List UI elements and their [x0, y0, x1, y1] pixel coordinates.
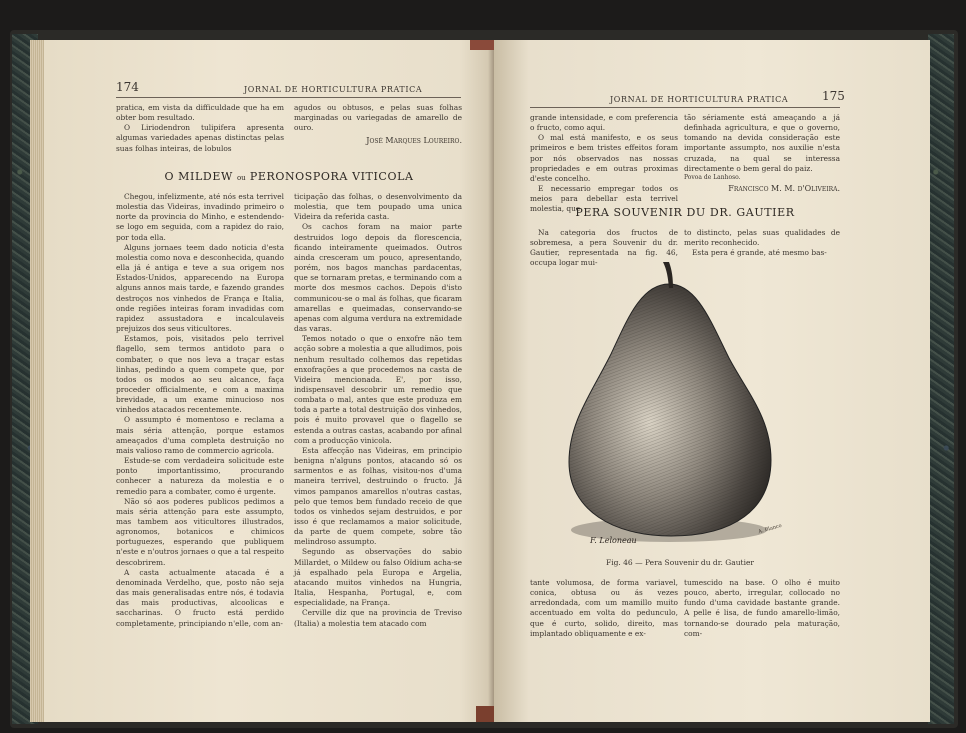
artist-signature: F. Leloneau: [590, 536, 637, 545]
article-title-mildew: [116, 170, 462, 183]
right-intro-column-2: [684, 228, 840, 258]
paragraph: O Liriodendron tulipifera apresenta algumas variedades apenas distinctas pelas suas folhas inteiras, de lobulos: [116, 123, 284, 153]
paragraph: Cerville diz que na provincia de Treviso (Italia) a molestia tem atacado com: [294, 608, 462, 628]
left-top-column-2: [294, 103, 462, 147]
left-page-number: 174: [116, 80, 139, 94]
figure-caption: Fig. 46 — Pera Souvenir du dr. Gautier: [605, 558, 754, 567]
paragraph: Na categoria dos fructos de sobremesa, a pera Souvenir du dr. Gautier, representada na fig. 46, occupa logar mui-: [530, 228, 678, 268]
place-note: Povoa de Lanhoso.: [684, 173, 741, 181]
title-part: ou: [236, 174, 246, 182]
right-top-column-2: [684, 113, 840, 194]
paragraph: tão sériamente está ameaçando a já definhada agricultura, e que o governo, tomando na devida consideração este importante assumpto, nos auxilie n'esta cruzada, na qual se interessa directamente o bem geral do paiz.: [684, 113, 840, 173]
paragraph: agudos ou obtusos, e pelas suas folhas marginadas ou variegadas de amarello de ouro.: [294, 103, 462, 133]
paragraph: Esta affecção nas Videiras, em principio benigna n'alguns pontos, atacando só os sarmentos e as folhas, visitou-nos d'uma maneira terrivel, destruindo o fructo. Já vimos pampanos amarellos n'outras castas, pelo que temos bem fundado receio de que todos os vinhedos sejam destruidos, e por isso é que reclamamos a maior solicitude, da parte de quem compete, sobre tão melindroso assumpto.: [294, 445, 462, 547]
right-bottom-column-2: [684, 578, 840, 639]
right-top-column-1: [530, 113, 678, 215]
paragraph: Estude-se com verdadeira solicitude este ponto importantissimo, procurando conhecer a natureza da molestia e o remedio para a combater, como é urgente.: [116, 456, 284, 496]
right-bottom-column-1: [530, 578, 678, 639]
right-running-head: JORNAL DE HORTICULTURA PRATICA: [610, 95, 789, 104]
paragraph: E necessario empregar todos os meios para debellar esta terrivel molestia, que: [530, 184, 678, 214]
paragraph: Temos notado o que o enxofre não tem acção sobre a molestia a que alludimos, pois nenhum resultado colhemos das repetidas enxofrações a que procedemos na casta de Videira mencionada. E', por isso, indispensavel descobrir um remedio que combata o mal, antes que este produza em toda a parte a total destruição dos vinhedos, pois é muito provavel que o flagello se estenda a outras castas, acabando por afinal com a producção vinicola.: [294, 334, 462, 445]
paragraph: Não só aos poderes publicos pedimos a mais séria attenção para este assumpto, mas tambem aos viticultores illustrados, agronomos, botanicos e chimicos portuguezes, esperando que publiquem n'este e n'outros jornaes o que a tal respeito descobrirem.: [116, 496, 284, 567]
paragraph: Alguns jornaes teem dado noticia d'esta molestia como nova e desconhecida, quando ella já é antiga e teve a sua origem nos Estados-Unidos, apparecendo na Europa alguns annos mais tarde, e fazendo grandes destroços nos vinhedos de França e Italia, onde regiões inteiras foram invadidas com rapidez assustadora e incalculaveis prejuizos dos seus viticultores.: [116, 242, 284, 334]
left-header-rule: [116, 97, 461, 98]
paragraph: tante volumosa, de forma variavel, conica, obtusa ou ás vezes arredondada, com um mamillo muito accentuado em volta do pedunculo, que é curto, solido, direito, mas implantado obliquamente e ex-: [530, 578, 678, 638]
paragraph: O assumpto é momentoso e reclama a mais séria attenção, porque estamos ameaçados d'uma completa destruição no mais valioso ramo de commercio agricola.: [116, 415, 284, 455]
paragraph: to distincto, pelas suas qualidades de merito reconhecido.: [684, 228, 840, 248]
left-body-column-2: [294, 192, 462, 629]
engraver-mark: A. Blanco: [757, 522, 783, 536]
right-header-rule: [530, 107, 840, 108]
marbled-board-right: [928, 34, 954, 724]
pear-engraving: [557, 262, 797, 562]
paragraph: O mal está manifesto, e os seus primeiros e bem tristes effeitos foram por nós observados nas nossas propriedades e em outras proximas d'este concelho.: [530, 133, 678, 183]
paragraph: Chegou, infelizmente, até nós esta terrivel molestia das Videiras, invadindo primeiro o norte da provincia do Minho, e estendendo-se logo em seguida, com a rapidez do raio, por toda ella.: [116, 192, 284, 242]
paragraph: A casta actualmente atacada é a denominada Verdelho, que, posto não seja das mais generalisadas entre nós, é todavia das mais productivas, alcoolicas e saccharinas. O fructo está perdido completamente, principiando n'elle, com an-: [116, 567, 284, 628]
pear-hatching: [569, 284, 771, 536]
signature: José Marques Loureiro.: [366, 136, 462, 146]
left-body-column-1: [116, 192, 284, 629]
paragraph: Segundo as observações do sabio Millardet, o Mildew ou falso Oïdium acha-se já espalhado pela Europa e Argelia, atacando muitos vinhedos na Hungria, Italia, Hespanha, Portugal, e, com especialidade, na França.: [294, 547, 462, 608]
paragraph: ticipação das folhas, o desenvolvimento da molestia, que tem poupado uma unica Videira da referida casta.: [294, 192, 462, 222]
signature: Francisco M. M. d'Oliveira.: [728, 183, 840, 193]
paragraph: Os cachos foram na maior parte destruidos logo depois da florescencia, ficando inteiramente queimados. Outros ainda cresceram um pouco, apresentando, porém, nos bagos manchas pardacentas, que se tornaram pretas, e terminando com a morte dos mesmos cachos. Depois d'isto communicou-se o mal ás folhas, que ficaram amarellas e queimadas, conservando-se apenas com alguma verdura na extremidade das varas.: [294, 222, 462, 334]
right-page-number: 175: [822, 89, 845, 103]
paragraph: tumescido na base. O olho é muito pouco, aberto, irregular, collocado no fundo d'uma cavidade bastante grande. A pelle é lisa, de fundo amarello-limão, tornando-se dourado pela maturação, com-: [684, 578, 840, 638]
paragraph: pratica, em vista da difficuldade que ha em obter bom resultado.: [116, 103, 284, 123]
paragraph: grande intensidade, e com preferencia o fructo, como aqui.: [530, 113, 678, 133]
left-top-column-1: [116, 103, 284, 154]
title-part: O MILDEW: [164, 170, 233, 183]
left-running-head: JORNAL DE HORTICULTURA PRATICA: [244, 85, 423, 94]
title-part: PERONOSPORA VITICOLA: [249, 170, 414, 183]
paragraph: Estamos, pois, visitados pelo terrivel flagello, sem termos antidoto para o combater, o que nos leva a traçar estas linhas, pedindo a quem compete que, por todos os modos ao seu alcance, faça proceder officialmente, e com a maxima brevidade, a um exame minucioso nos vinhedos atacados recentemente.: [116, 334, 284, 415]
article-title-pera: PERA SOUVENIR DU DR. GAUTIER: [575, 206, 795, 219]
paragraph: Esta pera é grande, até mesmo bas-: [692, 248, 827, 258]
